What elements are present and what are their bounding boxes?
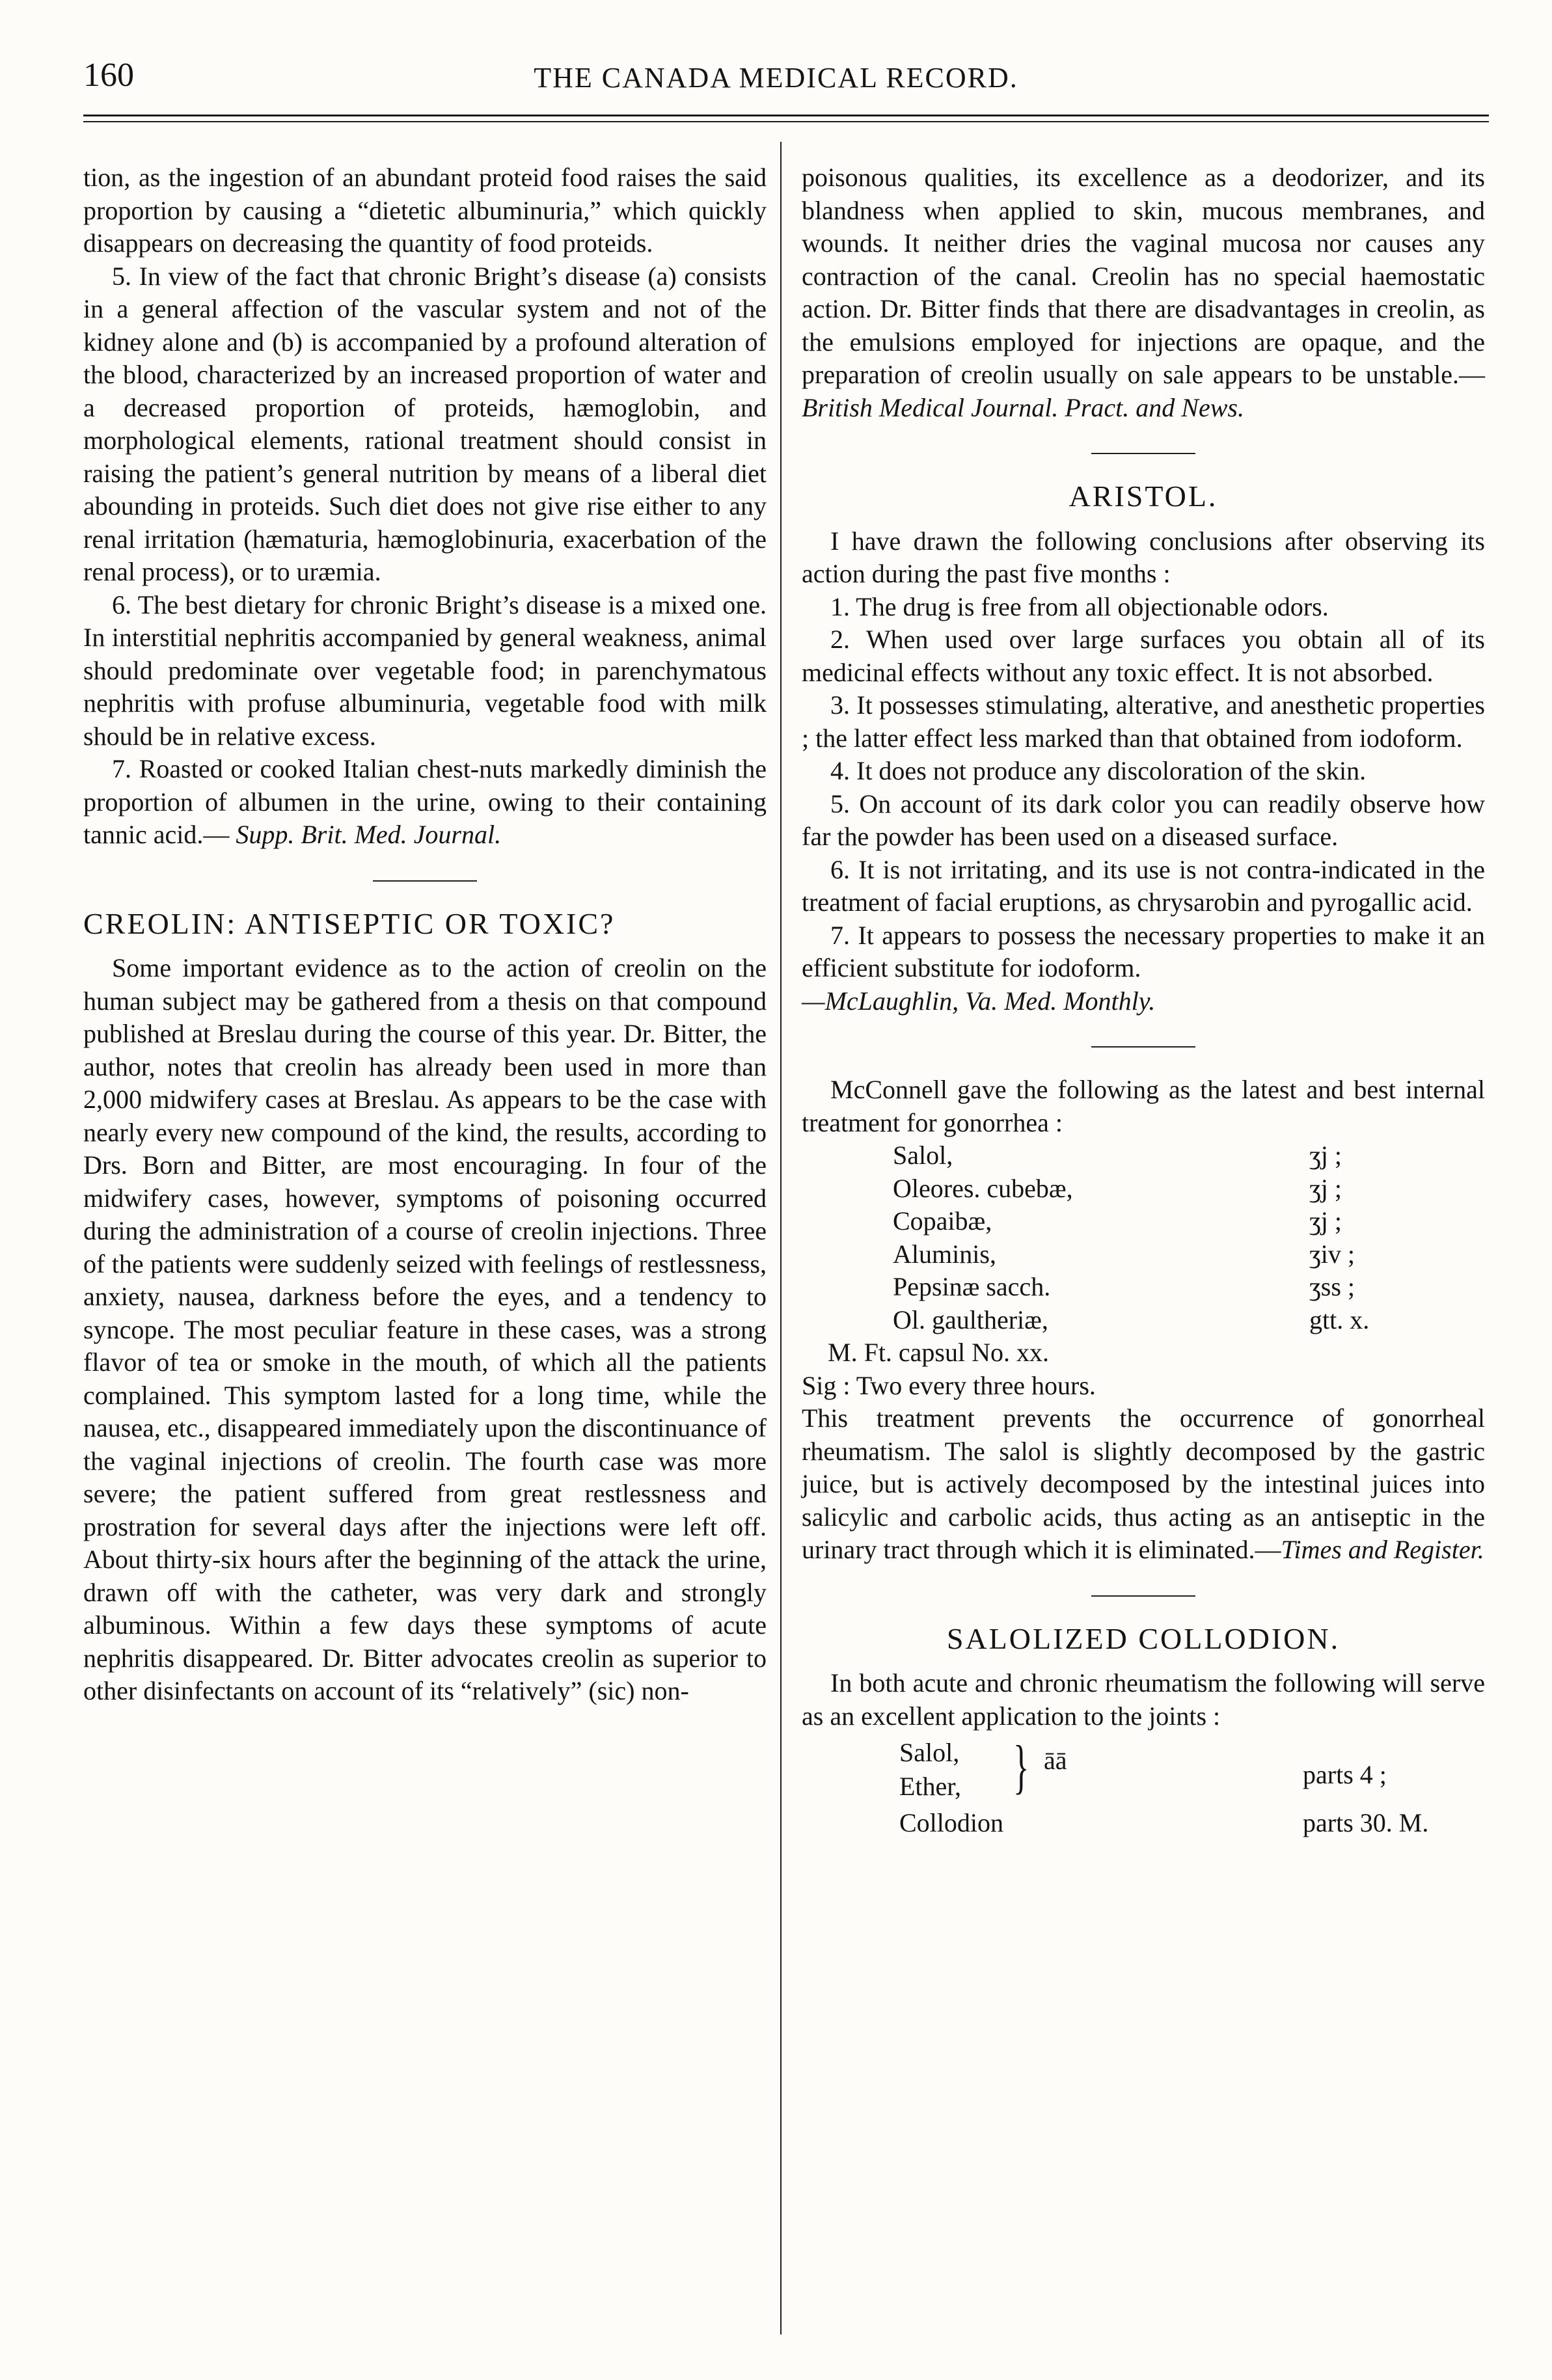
section-separator (1091, 1046, 1195, 1048)
prescription-row (893, 1205, 1452, 1238)
prescription-row (893, 1238, 1452, 1271)
page-header (0, 56, 1552, 108)
creolin-heading: CREOLIN: ANTISEPTIC OR TOXIC? (83, 906, 616, 940)
ingredient-ether: Ether, (899, 1772, 962, 1801)
drug-amount: ʒiv ; (1309, 1239, 1355, 1269)
left-column (83, 161, 767, 1708)
paragraph: McConnell gave the following as the latest and best internal treatment for gonorrhea : (802, 1075, 1485, 1137)
list-item: 5. On account of its dark color you can readily observe how far the powder has been used on a diseased surface. (802, 789, 1485, 851)
paragraph-text: poisonous qualities, its excellence as a deodorizer, and its blandness when applied to skin, mucous membranes, and wounds. It neither dries the vaginal mucosa nor causes any contraction of the canal. Creolin has no special haemostatic action. Dr. Bitter finds that there are disadvantages in creolin, as the emulsions employed for injections are opaque, and the preparation of creolin usually on sale appears to be unstable.— (802, 163, 1485, 389)
paragraph: 6. The best dietary for chronic Bright’s disease is a mixed one. In interstitial nephritis accompanied by general weakness, animal should predominate over vegetable food; in parenchymatous nephritis with profuse albuminuria, vegetable food with milk should be in relative excess. (83, 589, 767, 751)
parts-amount: parts 4 ; (1303, 1760, 1387, 1789)
paragraph (83, 753, 767, 852)
drug-amount: ʒj ; (1309, 1173, 1342, 1203)
citation: British Medical Journal. Pract. and News. (802, 392, 1244, 422)
paragraph: Some important evidence as to the action of creolin on the human subject may be gathered from a thesis on that compound published at Breslau during the course of this year. Dr. Bitter, the author, notes that creolin has already been used in more than 2,000 midwifery cases at Breslau. As appears to be the case with nearly every new compound of the kind, the results, according to Drs. Born and Bitter, are most encouraging. In four of the midwifery cases, however, symptoms of poisoning occurred during the administration of a course of creolin injections. Three of the patients were suddenly seized with feelings of restlessness, anxiety, nausea, darkness before the eyes, and a tendency to syncope. The most peculiar feature in these cases, was a strong flavor of tea or smoke in the mouth, of which all the patients complained. This symptom lasted for a long time, while the nausea, etc., disappeared immediately upon the discontinuance of the vaginal injections of creolin. The fourth case was more severe; the patient suffered from great restlessness and prostration for several days after the injections were left off. About thirty-six hours after the beginning of the attack the urine, drawn off with the catheter, was very dark and strongly albuminous. Within a few days these symptoms of acute nephritis disappeared. Dr. Bitter advocates creolin as superior to other disinfectants on account of its “relatively” (sic) non- (83, 953, 767, 1705)
list-item: 2. When used over large surfaces you obtain all of its medicinal effects without any toxic effect. It is not absorbed. (802, 625, 1485, 687)
drug-amount: ʒss ; (1309, 1272, 1355, 1301)
brace-symbol: } (1013, 1733, 1029, 1800)
drug-name: Oleores. cubebæ, (893, 1173, 1073, 1203)
list-item: 7. It appears to possess the necessary properties to make it an efficient substitute for iodoform. (802, 920, 1485, 982)
collodion-formula (802, 1733, 1485, 1841)
header-rule (83, 115, 1489, 116)
paragraph-text: This treatment prevents the occurrence of gonorrheal rheumatism. The salol is slightly decomposed by the gastric juice, but is actively decomposed by the intestinal juices into salicylic and carbolic acids, thus acting as an antiseptic in the urinary tract through which it is eliminated.— (802, 1403, 1485, 1564)
parts-amount: parts 30. M. (1303, 1808, 1429, 1837)
prescription-row (893, 1139, 1452, 1172)
drug-name: Ol. gaultheriæ, (893, 1305, 1048, 1334)
prescription-row (893, 1271, 1452, 1304)
ingredient-salol: Salol, (899, 1738, 960, 1767)
paragraph (802, 161, 1485, 424)
list-item: 1. The drug is free from all objectionable odors. (830, 591, 1329, 621)
drug-amount: gtt. x. (1309, 1305, 1370, 1334)
paragraph: 5. In view of the fact that chronic Bright’s disease (a) consists in a general affection of the vascular system and not of the kidney alone and (b) is accompanied by a profound alteration of the blood, characterized by an increased proportion of water and a decreased proportion of proteids, hæmoglobin, and morphological elements, rational treatment should consist in raising the patient’s general nutrition by means of a liberal diet abounding in proteids. Such diet does not give rise either to any renal irritation (hæmaturia, hæmoglobinuria, exacerbation of the renal process), or to uræmia. (83, 261, 767, 586)
paragraph (802, 1402, 1485, 1567)
prescription-directions: M. Ft. capsul No. xx. (828, 1338, 1049, 1367)
prescription-table (893, 1139, 1452, 1336)
page-number: 160 (83, 57, 134, 94)
drug-amount: ʒj ; (1309, 1141, 1342, 1170)
ingredient-collodion: Collodion (899, 1808, 1004, 1837)
ana-symbol: āā (1044, 1746, 1067, 1775)
header-rule-thin (83, 121, 1489, 122)
paragraph: tion, as the ingestion of an abundant proteid food raises the said proportion by causing a “dietetic albuminuria,” which quickly disappears on decreasing the quantity of food proteids. (83, 163, 767, 258)
paragraph-text: 7. Roasted or cooked Italian chest-nuts markedly diminish the proportion of albumen in the urine, owing to their containing tannic acid.— (83, 754, 767, 849)
aristol-heading: ARISTOL. (1069, 480, 1218, 513)
prescription-row (893, 1304, 1452, 1337)
citation: —McLaughlin, Va. Med. Monthly. (802, 986, 1156, 1016)
drug-name: Copaibæ, (893, 1206, 992, 1236)
section-separator (1091, 1595, 1195, 1597)
list-item: 3. It possesses stimulating, alterative, and anesthetic properties ; the latter effect less marked than that obtained from iodoform. (802, 690, 1485, 753)
section-separator (1091, 453, 1195, 454)
drug-name: Aluminis, (893, 1239, 996, 1269)
right-column (802, 161, 1485, 1841)
column-divider (780, 142, 782, 2334)
list-item: 6. It is not irritating, and its use is not contra-indicated in the treatment of facial eruptions, as chrysarobin and pyrogallic acid. (802, 854, 1485, 917)
drug-name: Salol, (893, 1141, 953, 1170)
paragraph: I have drawn the following conclusions after observing its action during the past five months : (802, 526, 1485, 588)
prescription-row (893, 1172, 1452, 1206)
list-item: 4. It does not produce any discoloration of the skin. (830, 756, 1367, 785)
citation: Times and Register. (1281, 1535, 1484, 1564)
prescription-signa: Sig : Two every three hours. (802, 1370, 1096, 1400)
salolized-collodion-heading: SALOLIZED COLLODION. (946, 1621, 1341, 1655)
running-title: THE CANADA MEDICAL RECORD. (534, 62, 1018, 94)
paragraph: In both acute and chronic rheumatism the following will serve as an excellent application to the joints : (802, 1668, 1485, 1731)
section-separator (373, 880, 477, 882)
drug-amount: ʒj ; (1309, 1206, 1342, 1236)
drug-name: Pepsinæ sacch. (893, 1272, 1051, 1301)
citation: Supp. Brit. Med. Journal. (236, 820, 502, 849)
